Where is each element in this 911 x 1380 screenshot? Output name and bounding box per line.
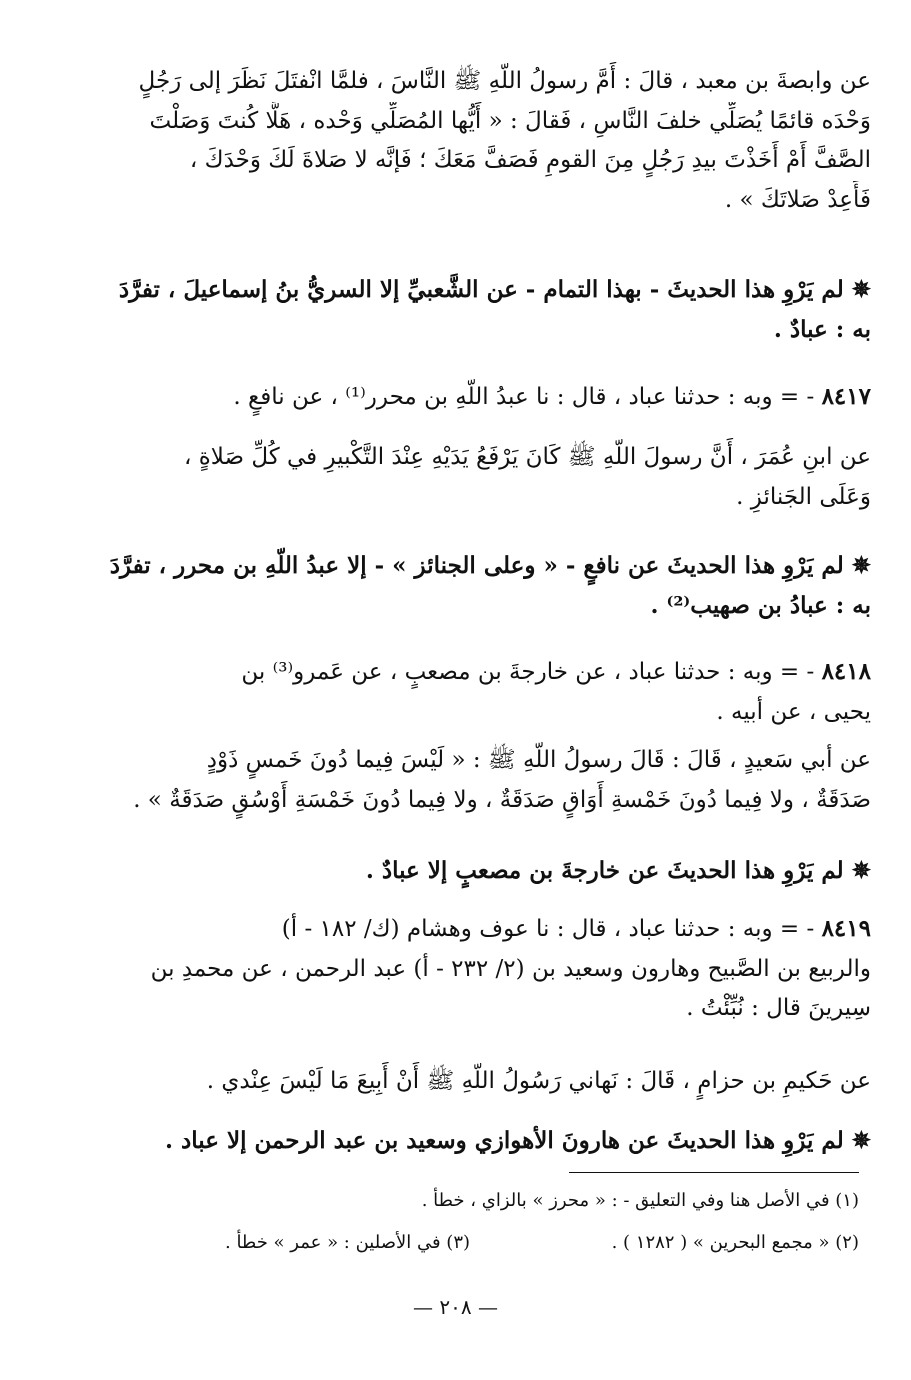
note-line: به : عبادُ بن صهيب⁽²⁾ . bbox=[650, 591, 871, 619]
note-line bbox=[28, 270, 871, 310]
note-line: به : عبادٌ . bbox=[773, 315, 871, 343]
hadith-text-abu-said bbox=[28, 741, 871, 820]
hadith-text-hakim bbox=[28, 1062, 871, 1102]
page-number: — ٢٠٨ — bbox=[413, 1295, 498, 1319]
footnote-1: (١) في الأصل هنا وفي التعليق - : « محرز » بالزاي ، خطأ . bbox=[421, 1190, 859, 1211]
hadith-number: ٨٤١٩ bbox=[821, 915, 871, 942]
note-text: لم يَرْوِ هذا الحديثَ - بهذا التمام - عن الشَّعبيِّ إلا السريُّ بنُ إسماعيلَ ، تفرَّدَ bbox=[118, 276, 844, 303]
note-line bbox=[28, 546, 871, 586]
star-icon: ✵ bbox=[851, 552, 871, 579]
hadith-text-wabisa bbox=[28, 62, 871, 220]
footnote-2: (٢) « مجمع البحرين » ( ١٢٨٢ ) . bbox=[611, 1232, 859, 1253]
note-text: لم يَرْوِ هذا الحديثَ عن هارونَ الأهوازي وسعيد بن عبد الرحمن إلا عباد . bbox=[165, 1127, 844, 1154]
note-text: لم يَرْوِ هذا الحديثَ عن خارجةَ بن مصعبٍ إلا عبادٌ . bbox=[365, 857, 844, 884]
isnad-note-3 bbox=[28, 851, 871, 891]
text-line: عن حَكيمِ بن حزامٍ ، قَالَ : نَهاني رَسُولُ اللّهِ ﷺ أَنْ أَبِيعَ مَا لَيْسَ عِنْدي . bbox=[206, 1068, 871, 1094]
star-icon: ✵ bbox=[851, 276, 871, 303]
isnad-note-2 bbox=[28, 546, 871, 625]
text-line: فَأَعِدْ صَلاتَكَ » . bbox=[724, 186, 871, 213]
text-line: وَحْدَه قائمًا يُصَلِّي خلفَ النَّاسِ ، فَقالَ : « أَيُّها المُصَلِّي وَحْده ، هَلَّا كُنتَ وَصَلْتَ bbox=[149, 107, 871, 134]
text-line: عن ابنِ عُمَرَ ، أَنَّ رسولَ اللّهِ ﷺ كَانَ يَرْفَعُ يَدَيْهِ عِنْدَ التَّكْبيرِ في كُلِّ صَلاةٍ ، bbox=[183, 444, 871, 470]
header-line: سِيرينَ قال : نُبِّئْتُ . bbox=[686, 995, 871, 1021]
text-line: عن أبي سَعيدٍ ، قَالَ : قَالَ رسولُ اللّهِ ﷺ : « لَيْسَ فِيما دُونَ خَمسٍ ذَوْدٍ bbox=[206, 747, 871, 773]
footnote-3: (٣) في الأصلين : « عمر » خطأ . bbox=[225, 1232, 471, 1253]
header-text: - = وبه : حدثنا عباد ، قال : نا عوف وهشام (ك/ ١٨٢ - أ) bbox=[281, 916, 822, 942]
footnote-divider bbox=[569, 1172, 859, 1173]
star-icon: ✵ bbox=[851, 1127, 871, 1154]
text-line: وَعَلَى الجَنائزِ . bbox=[736, 483, 871, 510]
header-text: - = وبه : حدثنا عباد ، عن خارجةَ بن مصعبٍ ، عن عَمرو⁽³⁾ بن bbox=[241, 659, 822, 685]
hadith-header-8418 bbox=[28, 652, 871, 732]
star-icon: ✵ bbox=[851, 857, 871, 884]
header-text: - = وبه : حدثنا عباد ، قال : نا عبدُ اللّهِ بن محرر⁽¹⁾ ، عن نافعٍ . bbox=[233, 384, 822, 410]
header-line: يحيى ، عن أبيه . bbox=[716, 698, 871, 725]
header-line bbox=[28, 377, 871, 418]
note-line bbox=[28, 851, 871, 891]
hadith-text-ibn-umar bbox=[28, 438, 871, 517]
hadith-number: ٨٤١٧ bbox=[821, 383, 871, 410]
text-line: صَدَقَةٌ ، ولا فِيما دُونَ خَمْسةِ أَوَاقٍ صَدَقَةٌ ، ولا فِيما دُونَ خَمْسَةِ أَوْسُقٍ صَدَقَةٌ » . bbox=[133, 786, 871, 813]
hadith-header-8417 bbox=[28, 377, 871, 418]
header-line bbox=[28, 909, 871, 950]
hadith-header-8419 bbox=[28, 909, 871, 1029]
note-text: لم يَرْوِ هذا الحديثَ عن نافعٍ - « وعلى الجنائز » - إلا عبدُ اللّهِ بن محرر ، تفرَّدَ bbox=[109, 552, 844, 579]
hadith-number: ٨٤١٨ bbox=[821, 658, 871, 685]
header-line bbox=[28, 652, 871, 693]
text-line: الصَّفَّ أَمْ أَخَذْتَ بيدِ رَجُلٍ مِنَ القومِ فَصَفَّ مَعَكَ ؛ فَإنَّه لا صَلاةَ لَكَ وَحْدَكَ ، bbox=[189, 147, 871, 173]
note-line bbox=[28, 1121, 871, 1161]
isnad-note-4 bbox=[28, 1121, 871, 1161]
header-line: والربيع بن الصَّبيح وهارون وسعيد بن (٢/ ٢٣٢ - أ) عبد الرحمن ، عن محمدِ بن bbox=[150, 955, 871, 982]
text-line: عن وابصةَ بن معبد ، قالَ : أَمَّ رسولُ اللّهِ ﷺ النَّاسَ ، فلمَّا انْفتَلَ نَظَرَ إلى رَجُلٍ bbox=[138, 68, 871, 94]
isnad-note-1 bbox=[28, 270, 871, 349]
